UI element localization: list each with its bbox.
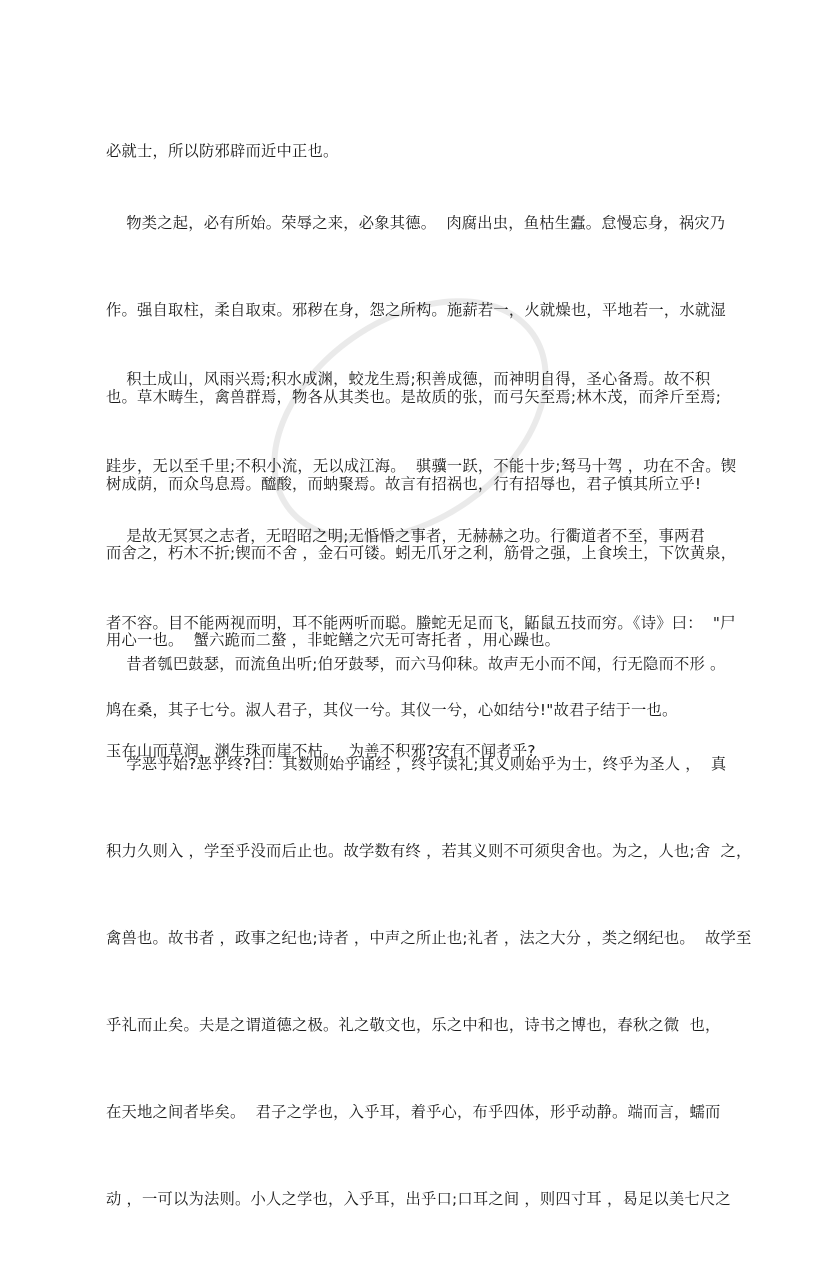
text-line: 积力久则入 ，学至乎没而后止也。故学数有终 ，若其义则不可须臾舍也。为之，人也;舍 之，: [106, 842, 752, 860]
text-line: 作。强自取柱，柔自取束。邪秽在身，怨之所构。施薪若一，火就燥也，平地若一，水就湿: [106, 301, 726, 319]
text-line: 必就士，所以防邪辟而近中正也。: [106, 142, 339, 160]
text-line: 者不容。目不能两视而明，耳不能两听而聪。螣蛇无足而飞，鼫鼠五技而穷。《诗》曰： "尸: [106, 614, 736, 632]
text-line: 树成荫，而众鸟息焉。醯酸，而蚋聚焉。故言有招祸也，行有招辱也，君子慎其所立乎!: [106, 475, 702, 493]
text-line: 鸠在桑，其子七兮。淑人君子，其仪一兮。其仪一兮，心如结兮!"故君子结于一也。: [106, 701, 678, 719]
text-line: 用心一也。 蟹六跪而二螯 ，非蛇鳝之穴无可寄托者 ，用心躁也。: [106, 631, 561, 649]
paragraph-6: [106, 692, 766, 1272]
text-line: 禽兽也。故书者 ，政事之纪也;诗者 ，中声之所止也;礼者 ，法之大分 ，类之纲纪也。 故学至: [106, 929, 752, 947]
text-line: 学恶乎始?恶乎终?曰：其数则始乎诵经 ，终乎读礼;其义则始乎为士，终乎为圣人 ， 真: [106, 755, 727, 773]
text-line: 是故无冥冥之志者，无昭昭之明;无惛惛之事者，无赫赫之功。行衢道者不至，事两君: [106, 527, 705, 545]
text-line: 而舍之，朽木不折;锲而不舍 ，金石可镂。蚓无爪牙之利，筋骨之强，上食埃土，下饮黄泉，: [106, 544, 737, 562]
text-line: 乎礼而止矣。夫是之谓道德之极。礼之敬文也，乐之中和也，诗书之博也，春秋之微 也，: [106, 1016, 721, 1034]
text-line: 跬步，无以至千里;不积小流，无以成江海。 骐骥一跃，不能十步;驽马十驾 ，功在不舍。锲: [106, 457, 737, 475]
text-line: 玉在山而草润，渊生珠而崖不枯。 为善不积邪?安有不闻者乎?: [106, 742, 536, 760]
text-line: 昔者瓠巴鼓瑟，而流鱼出听;伯牙鼓琴，而六马仰秣。故声无小而不闻，行无隐而不形 。: [106, 655, 726, 673]
text-line: 在天地之间者毕矣。 君子之学也，入乎耳，着乎心，布乎四体，形乎动静。端而言，蠕而: [106, 1103, 721, 1121]
text-line: 动 ，一可以为法则。小人之学也，入乎耳，出乎口;口耳之间 ，则四寸耳 ，曷足以美七尺之: [106, 1190, 731, 1208]
text-line: 物类之起，必有所始。荣辱之来，必象其德。 肉腐出虫，鱼枯生蠹。怠慢忘身，祸灾乃: [106, 214, 726, 232]
text-line: 也。草木畴生，禽兽群焉，物各从其类也。是故质的张，而弓矢至焉;林木茂，而斧斤至焉;: [106, 388, 722, 406]
text-line: 积土成山，风雨兴焉;积水成渊，蛟龙生焉;积善成德，而神明自得，圣心备焉。故不积: [106, 370, 711, 388]
